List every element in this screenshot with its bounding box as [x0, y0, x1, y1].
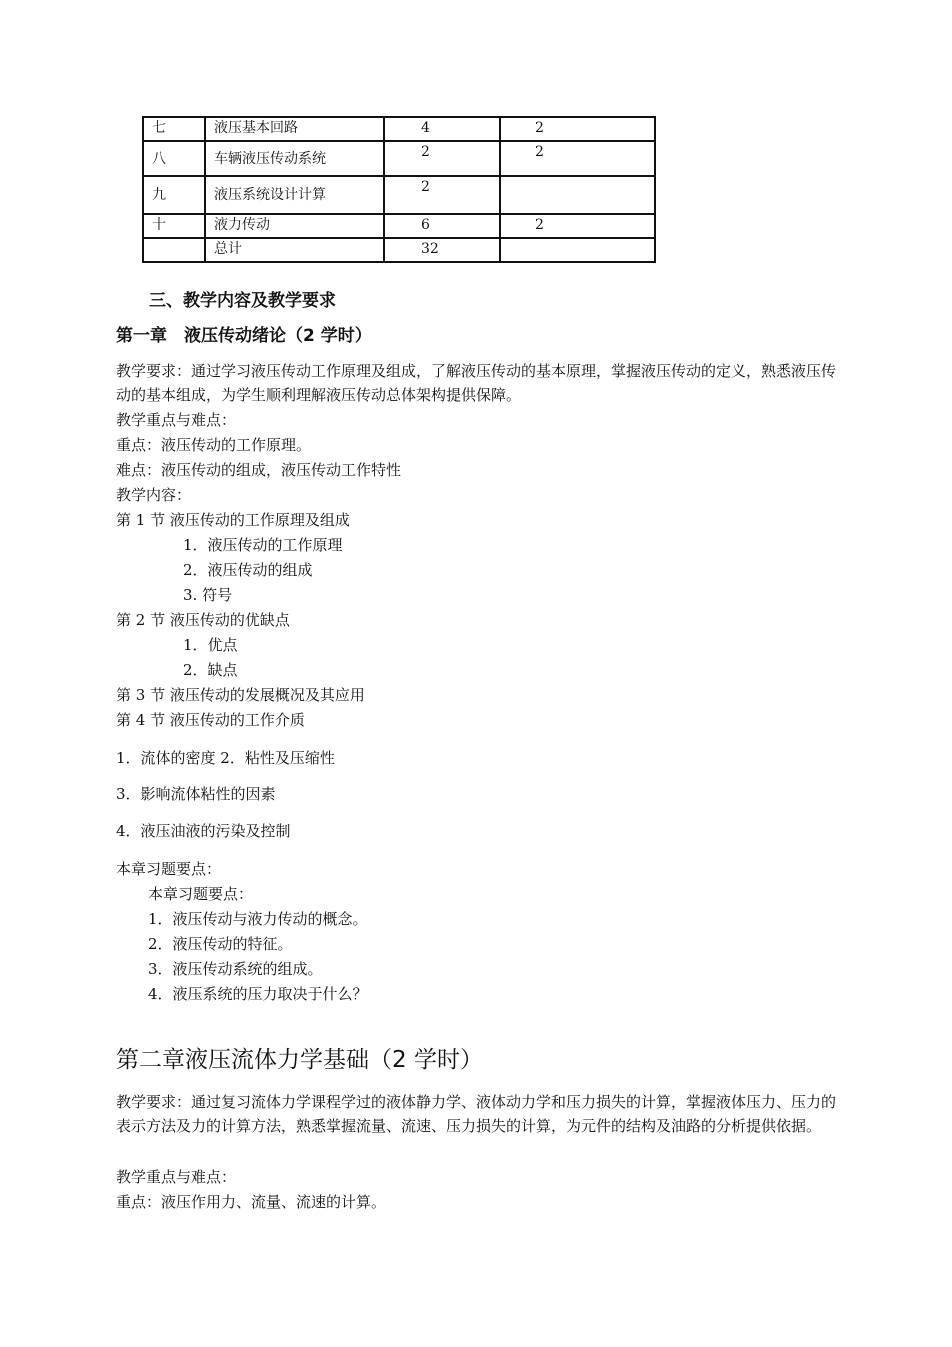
chapter2-requirement: 教学要求：通过复习流体力学课程学过的液体静力学、液体动力学和压力损失的计算，掌握液体压力、压力的表示方法及力的计算方法，熟悉掌握流量、流速、压力损失的计算，为元件的结构及油路的分析提供依据。 — [116, 1093, 837, 1135]
table-cell: 2 — [384, 141, 500, 176]
list-item: 2．缺点 — [183, 661, 238, 679]
section-3-heading: 第 3 节 液压传动的发展概况及其应用 — [116, 686, 365, 704]
table-row — [143, 117, 655, 141]
list-item: 1．流体的密度 2．粘性及压缩性 — [116, 749, 335, 767]
table-cell — [500, 238, 655, 262]
list-item: 1．液压传动与液力传动的概念。 — [148, 910, 368, 928]
list-item: 3．液压传动系统的组成。 — [148, 960, 323, 978]
list-item: 4．液压系统的压力取决于什么？ — [148, 985, 368, 1003]
table-row — [143, 176, 655, 214]
list-item: 1．液压传动的工作原理 — [183, 536, 343, 554]
list-item: 3. 符号 — [183, 586, 233, 604]
table-cell: 2 — [500, 214, 655, 238]
table-cell: 车辆液压传动系统 — [205, 141, 384, 176]
table-row — [143, 214, 655, 238]
exercise-label-repeat: 本章习题要点： — [148, 885, 254, 903]
table-cell: 2 — [500, 141, 655, 176]
table-cell: 总计 — [205, 238, 384, 262]
table-row — [143, 141, 655, 176]
chapter1-key-point: 重点：液压传动的工作原理。 — [116, 436, 312, 454]
chapter1-key-label: 教学重点与难点： — [116, 411, 237, 429]
chapter1-title: 第一章 液压传动绪论（2 学时） — [116, 326, 372, 346]
table-cell: 九 — [143, 176, 205, 214]
table-cell: 4 — [384, 117, 500, 141]
table-cell: 2 — [384, 176, 500, 214]
table-cell: 八 — [143, 141, 205, 176]
table-row — [143, 238, 655, 262]
exercise-label: 本章习题要点： — [116, 860, 222, 878]
chapter1-requirement: 教学要求：通过学习液压传动工作原理及组成，了解液压传动的基本原理，掌握液压传动的定义，熟悉液压传动的基本组成，为学生顺利理解液压传动总体架构提供保障。 — [116, 362, 837, 404]
chapter2-key-point: 重点：液压作用力、流量、流速的计算。 — [116, 1193, 387, 1211]
table-cell: 七 — [143, 117, 205, 141]
section-4-heading: 第 4 节 液压传动的工作介质 — [116, 711, 305, 729]
section-1-heading: 第 1 节 液压传动的工作原理及组成 — [116, 511, 350, 529]
chapter1-content-label: 教学内容： — [116, 486, 192, 504]
chapter1-difficulty: 难点：液压传动的组成，液压传动工作特性 — [116, 461, 402, 479]
table-cell: 液力传动 — [205, 214, 384, 238]
section-2-heading: 第 2 节 液压传动的优缺点 — [116, 611, 290, 629]
course-hours-table — [142, 116, 656, 263]
table-cell: 2 — [500, 117, 655, 141]
table-cell — [500, 176, 655, 214]
list-item: 4．液压油液的污染及控制 — [116, 822, 291, 840]
section-heading: 三、教学内容及教学要求 — [149, 291, 336, 311]
table-cell: 液压基本回路 — [205, 117, 384, 141]
chapter2-title: 第二章液压流体力学基础（2 学时） — [116, 1047, 483, 1073]
table-cell: 十 — [143, 214, 205, 238]
table-cell: 液压系统设计计算 — [205, 176, 384, 214]
table-cell — [143, 238, 205, 262]
list-item: 2．液压传动的组成 — [183, 561, 313, 579]
list-item: 3．影响流体粘性的因素 — [116, 785, 276, 803]
chapter2-key-label: 教学重点与难点： — [116, 1168, 237, 1186]
list-item: 2．液压传动的特征。 — [148, 935, 293, 953]
table-cell: 6 — [384, 214, 500, 238]
list-item: 1．优点 — [183, 636, 238, 654]
table-cell: 32 — [384, 238, 500, 262]
